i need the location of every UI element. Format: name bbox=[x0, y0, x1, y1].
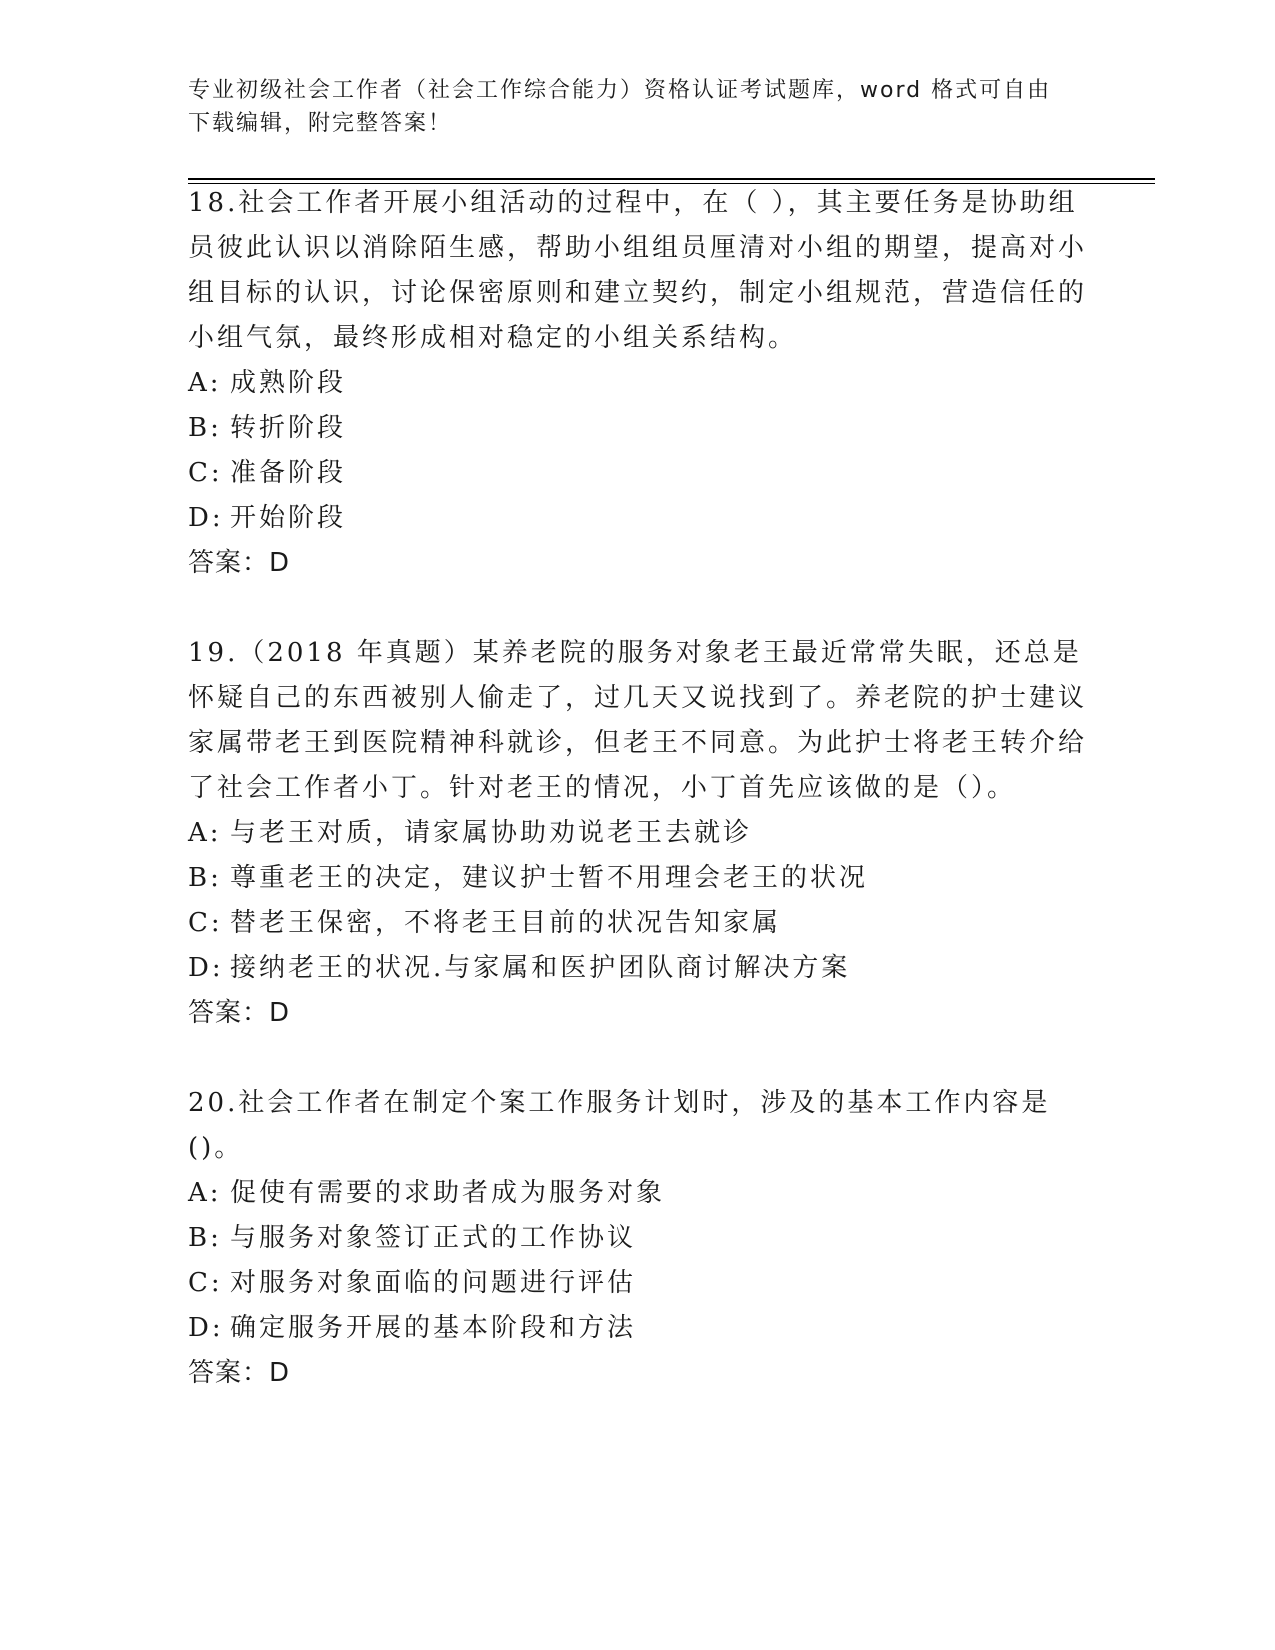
option-text: 对服务对象面临的问题进行评估 bbox=[230, 1268, 637, 1298]
answer-line: 答案：D bbox=[188, 548, 291, 578]
option-a bbox=[188, 811, 1088, 856]
header-divider-thick bbox=[188, 178, 1155, 180]
option-d bbox=[188, 946, 1088, 991]
option-key: D: bbox=[188, 1313, 224, 1343]
question-20 bbox=[188, 1081, 1088, 1396]
option-key: D: bbox=[188, 953, 224, 983]
option-key: A: bbox=[188, 1178, 222, 1208]
option-text: 与老王对质，请家属协助劝说老王去就诊 bbox=[230, 818, 753, 848]
option-a bbox=[188, 1171, 1088, 1216]
answer-line: 答案：D bbox=[188, 998, 291, 1028]
option-key: B: bbox=[188, 863, 222, 893]
document-header: 专业初级社会工作者（社会工作综合能力）资格认证考试题库，word 格式可自由下载编辑，附完整答案！ bbox=[188, 78, 1052, 136]
option-text: 转折阶段 bbox=[230, 413, 347, 443]
option-key: A: bbox=[188, 368, 222, 398]
option-text: 接纳老王的状况.与家属和医护团队商讨解决方案 bbox=[230, 953, 851, 983]
option-b bbox=[188, 1216, 1088, 1261]
answer-line: 答案：D bbox=[188, 1358, 291, 1388]
option-key: A: bbox=[188, 818, 222, 848]
option-text: 开始阶段 bbox=[230, 503, 347, 533]
option-d bbox=[188, 496, 1088, 541]
option-c bbox=[188, 451, 1088, 496]
option-key: C: bbox=[188, 1268, 223, 1298]
option-text: 替老王保密，不将老王目前的状况告知家属 bbox=[230, 908, 782, 938]
option-a bbox=[188, 361, 1088, 406]
option-key: B: bbox=[188, 1223, 222, 1253]
question-19 bbox=[188, 631, 1088, 1036]
option-text: 与服务对象签订正式的工作协议 bbox=[230, 1223, 637, 1253]
option-text: 成熟阶段 bbox=[230, 368, 347, 398]
option-c bbox=[188, 1261, 1088, 1306]
option-key: C: bbox=[188, 458, 223, 488]
option-text: 准备阶段 bbox=[230, 458, 347, 488]
question-18 bbox=[188, 181, 1088, 586]
question-stem: 19.（2018 年真题）某养老院的服务对象老王最近常常失眠，还总是怀疑自己的东西被别人偷走了，过几天又说找到了。养老院的护士建议家属带老王到医院精神科就诊，但老王不同意。为此护士将老王转介给了社会工作者小丁。针对老王的情况，小丁首先应该做的是（）。 bbox=[188, 638, 1088, 803]
option-text: 尊重老王的决定，建议护士暂不用理会老王的状况 bbox=[230, 863, 869, 893]
question-stem: 18.社会工作者开展小组活动的过程中，在（ ），其主要任务是协助组员彼此认识以消除陌生感，帮助小组组员厘清对小组的期望，提高对小组目标的认识，讨论保密原则和建立契约，制定小组规范，营造信任的小组气氛，最终形成相对稳定的小组关系结构。 bbox=[188, 188, 1088, 353]
option-text: 确定服务开展的基本阶段和方法 bbox=[230, 1313, 637, 1343]
option-text: 促使有需要的求助者成为服务对象 bbox=[230, 1178, 666, 1208]
option-c bbox=[188, 901, 1088, 946]
question-stem: 20.社会工作者在制定个案工作服务计划时，涉及的基本工作内容是()。 bbox=[188, 1088, 1051, 1163]
option-key: D: bbox=[188, 503, 224, 533]
option-d bbox=[188, 1306, 1088, 1351]
option-b bbox=[188, 406, 1088, 451]
option-key: B: bbox=[188, 413, 222, 443]
option-key: C: bbox=[188, 908, 223, 938]
option-b bbox=[188, 856, 1088, 901]
